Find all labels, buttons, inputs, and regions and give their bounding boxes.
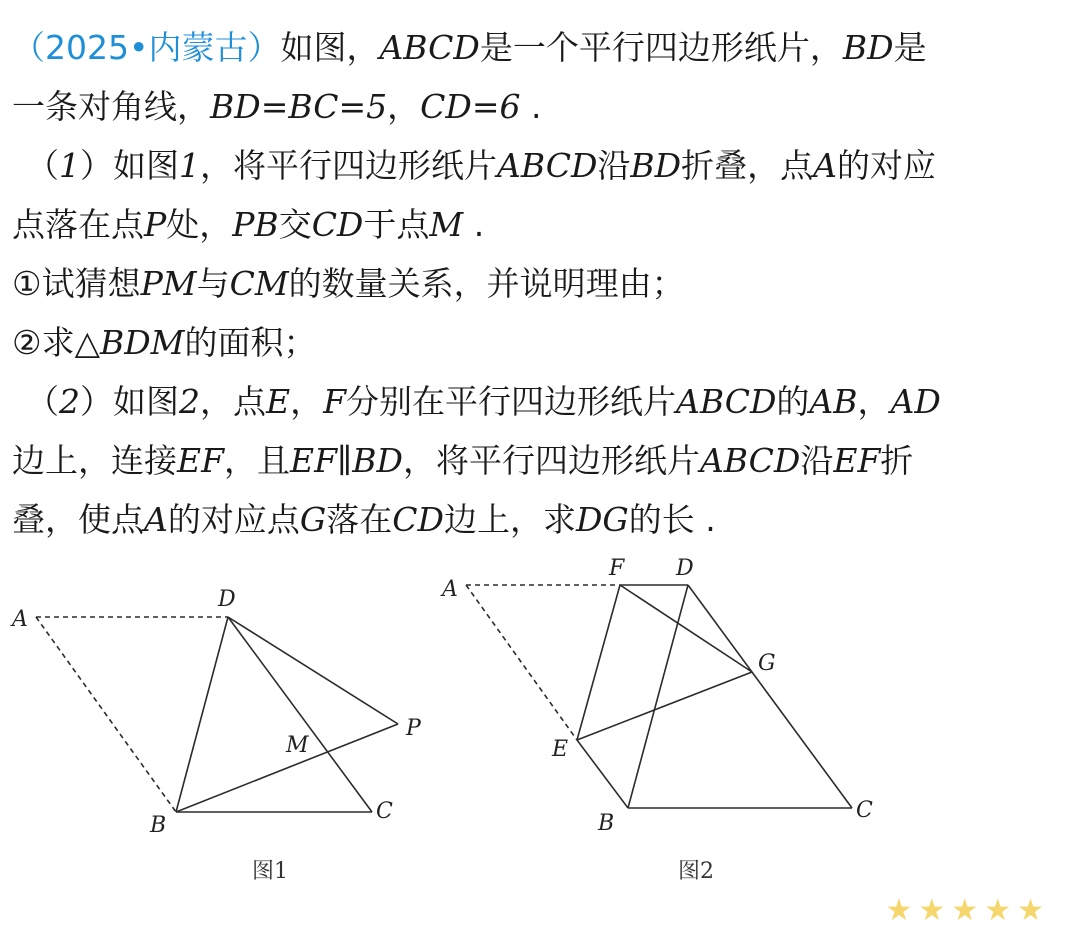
fig2-label-E: E xyxy=(552,737,569,762)
part1-line1: （1）如图1，将平行四边形纸片ABCD沿BD折叠，点A的对应 xyxy=(26,146,936,185)
rating-stars: ★★★★★ xyxy=(885,893,1050,928)
fig2-label-G: G xyxy=(758,651,776,676)
fig1-edge-DB xyxy=(176,617,228,812)
fig2-label-F: F xyxy=(609,556,625,581)
line-2: 一条对角线，BD=BC=5，CD=6 . xyxy=(12,87,542,126)
source-tag: （2025•内蒙古） xyxy=(12,28,281,67)
problem-text xyxy=(12,18,1068,549)
fig1-edge-DP xyxy=(228,617,398,724)
fig1-edge-AB xyxy=(36,617,176,812)
fig2-edge-EF xyxy=(577,585,620,740)
figure-2 xyxy=(430,545,900,900)
part2-line3: 叠，使点A的对应点G落在CD边上，求DG的长 . xyxy=(12,500,716,539)
fig1-label-M: M xyxy=(286,733,309,758)
line-1: （2025•内蒙古）如图，ABCD是一个平行四边形纸片，BD是 xyxy=(12,28,927,67)
fig2-edge-EB xyxy=(577,740,628,808)
fig2-label-C: C xyxy=(856,798,873,823)
fig1-label-C: C xyxy=(376,799,393,824)
fig2-label-A: A xyxy=(442,577,458,602)
fig2-edge-AE xyxy=(466,585,577,740)
question-2: ②求△BDM的面积； xyxy=(12,323,317,362)
fig1-caption: 图1 xyxy=(252,859,288,884)
fig2-label-B: B xyxy=(598,811,615,836)
fig2-edge-DB xyxy=(628,585,688,808)
part2-line2: 边上，连接EF，且EF∥BD，将平行四边形纸片ABCD沿EF折 xyxy=(12,441,914,480)
fig2-label-D: D xyxy=(676,556,694,581)
fig1-label-P: P xyxy=(406,716,421,741)
fig2-edge-EG xyxy=(577,672,752,740)
fig2-edge-DC xyxy=(688,585,852,808)
fig2-caption: 图2 xyxy=(678,859,714,884)
figure-1 xyxy=(0,560,460,900)
part1-line2: 点落在点P处，PB交CD于点M . xyxy=(12,205,485,244)
part2-line1: （2）如图2，点E，F分别在平行四边形纸片ABCD的AB，AD xyxy=(26,382,941,421)
fig1-label-D: D xyxy=(218,587,236,612)
figure-1-svg xyxy=(0,560,460,900)
fig2-edge-FG xyxy=(620,585,752,672)
fig1-label-B: B xyxy=(150,813,167,838)
figure-2-svg xyxy=(430,545,900,900)
fig1-label-A: A xyxy=(12,607,28,632)
question-1: ①试猜想PM与CM的数量关系，并说明理由； xyxy=(12,264,685,303)
